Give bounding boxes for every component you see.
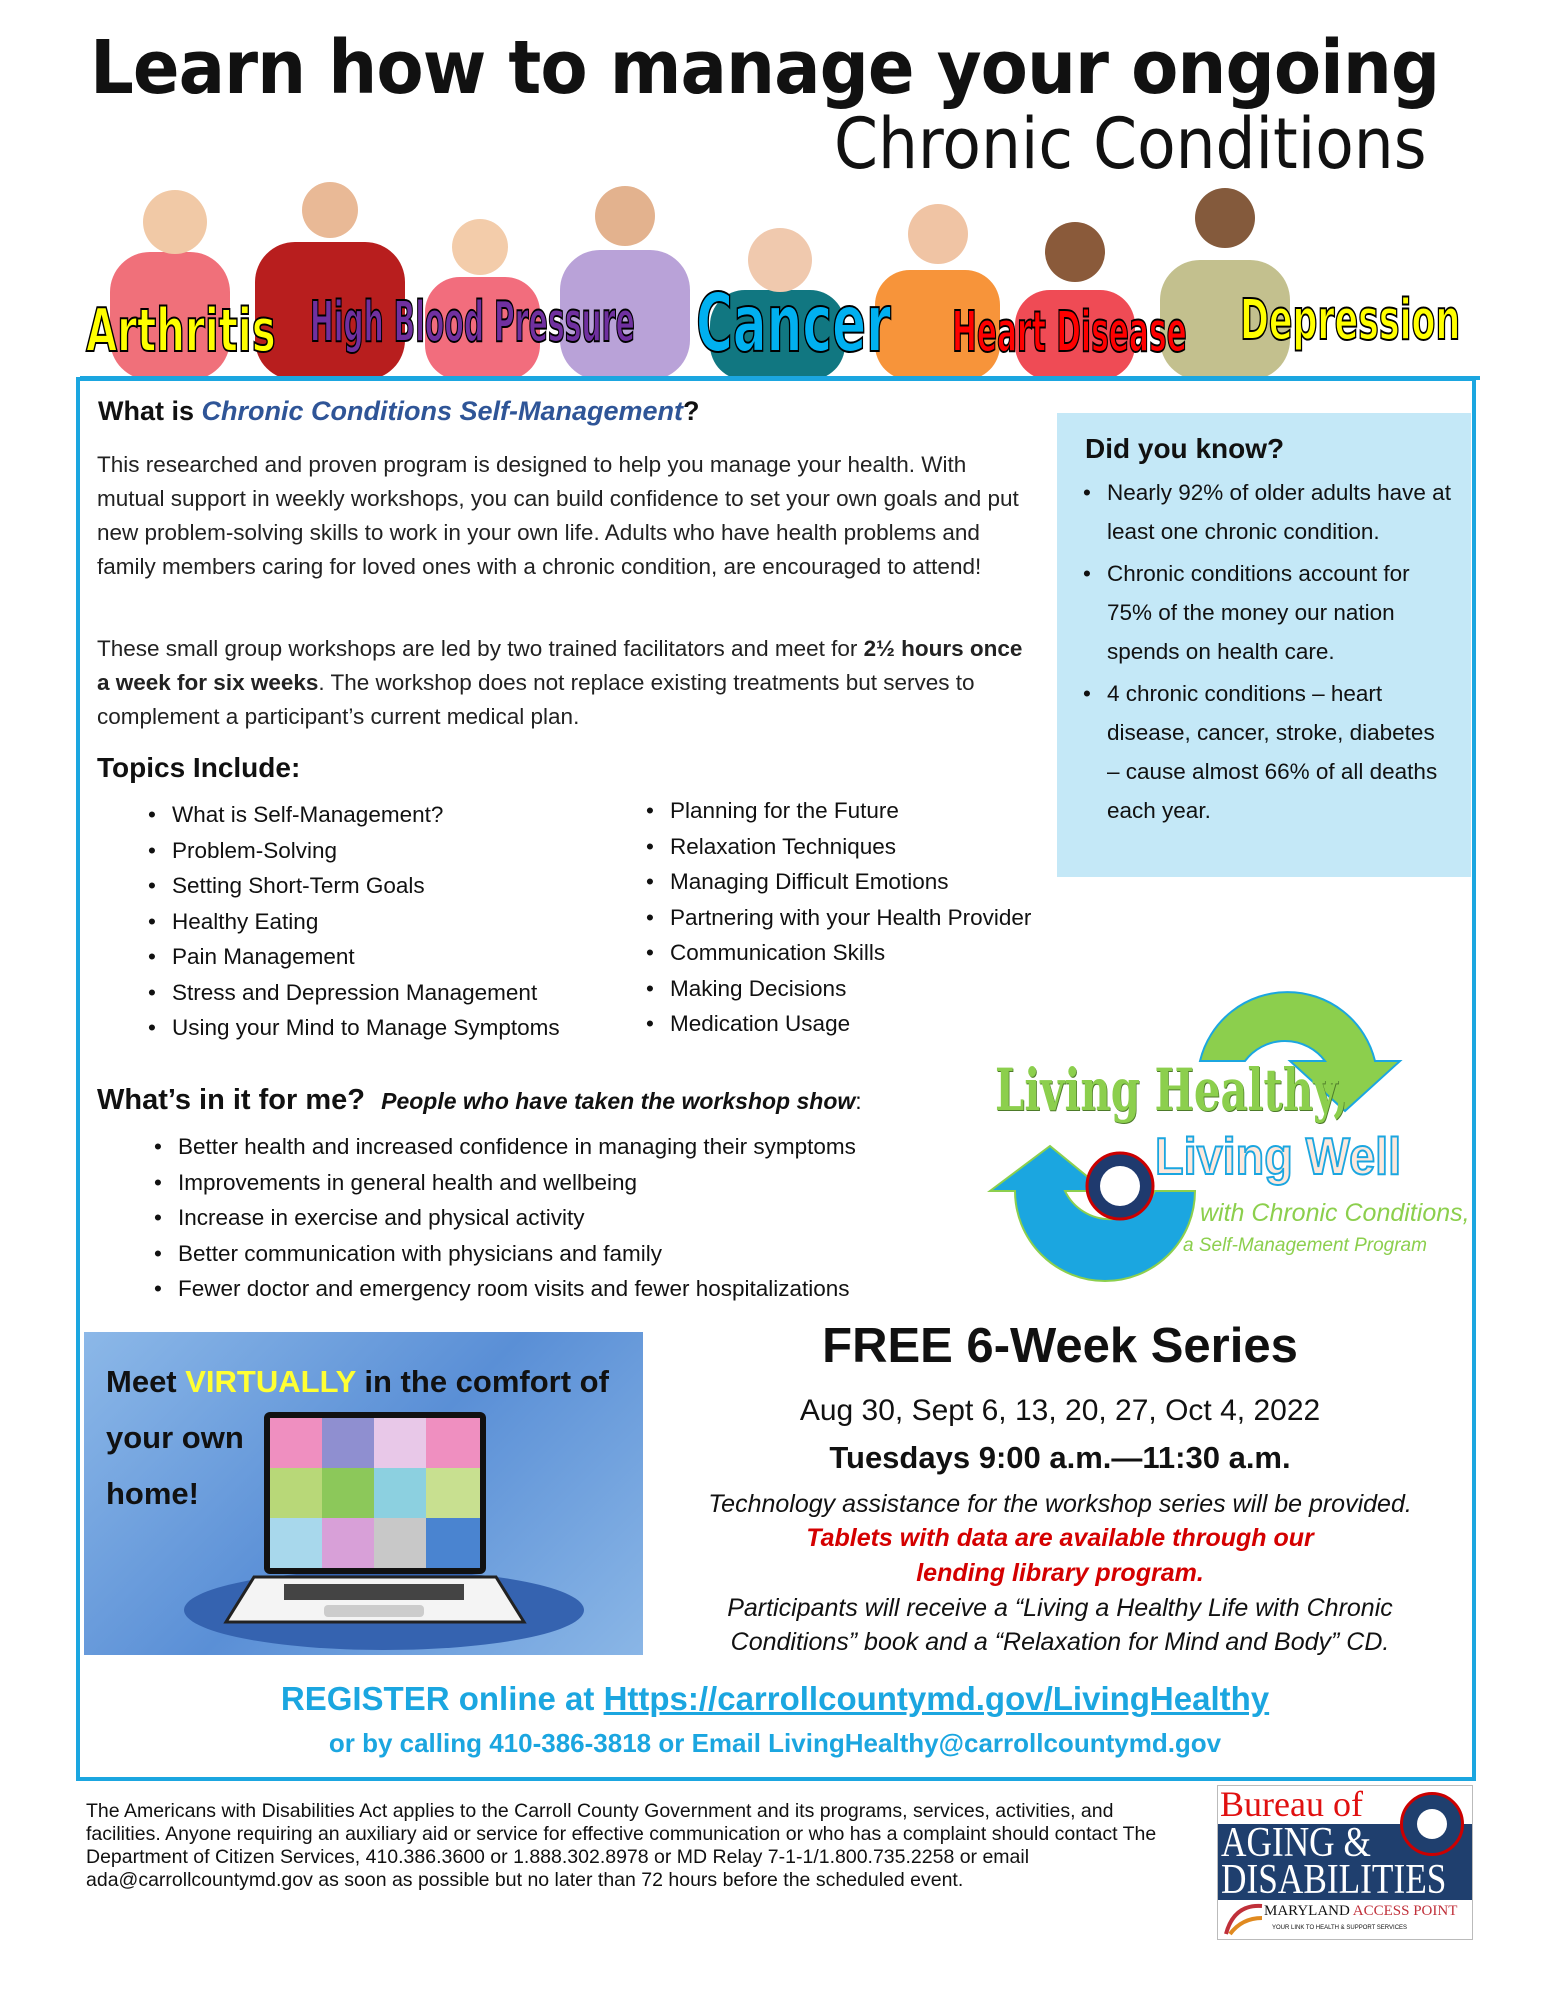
benefit-item: • Improvements in general health and wellbeing	[154, 1165, 856, 1201]
bureau-logo	[1217, 1785, 1473, 1940]
benefits-heading: What’s in it for me? People who have taken the workshop show:	[97, 1084, 862, 1116]
book-note: Participants will receive a “Living a Healthy Life with Chronic	[727, 1594, 1393, 1622]
fact-item: • Chronic conditions account for 75% of the money our nation spends on health care.	[1083, 554, 1451, 671]
book-note-2: Conditions” book and a “Relaxation for Mind and Body” CD.	[730, 1628, 1390, 1656]
living-healthy-logo	[955, 961, 1470, 1295]
tech-note: Technology assistance for the workshop series will be provided.	[708, 1490, 1412, 1518]
register-link[interactable]: Https://carrollcountymd.gov/LivingHealthy	[603, 1680, 1270, 1717]
intro-paragraph-2: These small group workshops are led by two trained facilitators and meet for 2½ hours once a week for six weeks. The workshop does not replace existing treatments but serves to complement a participant’s current medical plan.	[97, 636, 1023, 729]
bureau-l1: Bureau of	[1220, 1785, 1363, 1824]
topic-item: • Relaxation Techniques	[646, 829, 1031, 865]
topic-item: • Partnering with your Health Provider	[646, 900, 1031, 936]
logo-line2: Living Well	[1155, 1128, 1402, 1186]
logo-line4: a Self-Management Program	[1183, 1235, 1427, 1256]
tablets-note: Tablets with data are available through our	[806, 1524, 1314, 1552]
topic-item: • Pain Management	[148, 939, 560, 975]
virtual-meeting-image	[84, 1332, 643, 1655]
topic-item: • Setting Short-Term Goals	[148, 868, 560, 904]
headline-subtitle: Chronic Conditions	[834, 103, 1427, 185]
virtual-caption: Meet VIRTUALLY in the comfort of your own home!	[106, 1364, 609, 1511]
bureau-l2: AGING & DISABILITIES	[1221, 1820, 1447, 1903]
did-you-know-panel	[1057, 413, 1471, 877]
condition-heart-disease: Heart Disease	[952, 300, 1187, 365]
ada-notice: The Americans with Disabilities Act applies to the Carroll County Government and its programs, services, activities, and facilities. Anyone requiring an auxiliary aid or service for effective communication or who has a complaint should contact The Department of Citizen Services, 410.386.3600 or 1.888.302.8978 or MD Relay 7-1-1/1.800.735.2258 or email ada@carrollcountymd.gov as soon as possible but no later than 72 hours before the scheduled event.	[86, 1800, 1157, 1891]
topic-item: • Problem-Solving	[148, 833, 560, 869]
contact-line: or by calling 410-386-3818 or Email LivingHealthy@carrollcountymd.gov	[328, 1728, 1222, 1758]
condition-arthritis: Arthritis	[86, 296, 276, 366]
series-time: Tuesdays 9:00 a.m.—11:30 a.m.	[829, 1440, 1291, 1475]
topic-item: • Healthy Eating	[148, 904, 560, 940]
topic-item: • Medication Usage	[646, 1006, 1031, 1042]
topics-list-left	[148, 797, 560, 1046]
fact-item: • Nearly 92% of older adults have at least one chronic condition.	[1083, 473, 1451, 551]
topic-item: • Stress and Depression Management	[148, 975, 560, 1011]
bureau-l5: YOUR LINK TO HEALTH & SUPPORT SERVICES	[1272, 1925, 1408, 1931]
did-you-know-title: Did you know?	[1085, 433, 1285, 464]
county-seal-icon	[1400, 1792, 1464, 1856]
headline: Learn how to manage your ongoing	[90, 25, 1440, 111]
benefits-list	[154, 1129, 856, 1307]
benefit-item: • Better health and increased confidence in managing their symptoms	[154, 1129, 856, 1165]
intro-heading: What is Chronic Conditions Self-Management?	[98, 396, 700, 426]
register-line: REGISTER online at Https://carrollcountymd.gov/LivingHealthy	[280, 1680, 1270, 1717]
condition-cancer: Cancer	[696, 277, 891, 370]
series-dates: Aug 30, Sept 6, 13, 20, 27, Oct 4, 2022	[799, 1394, 1321, 1427]
topic-item: • Using your Mind to Manage Symptoms	[148, 1010, 560, 1046]
bureau-l4: MARYLAND ACCESS POINT	[1264, 1903, 1458, 1919]
logo-line1: Living Healthy,	[995, 1056, 1348, 1124]
topic-item: • Planning for the Future	[646, 793, 1031, 829]
benefit-item: • Fewer doctor and emergency room visits and fewer hospitalizations	[154, 1271, 856, 1307]
benefit-item: • Better communication with physicians and family	[154, 1236, 856, 1272]
laptop-icon	[84, 1332, 643, 1655]
topic-item: • Making Decisions	[646, 971, 1031, 1007]
tablets-note-2: lending library program.	[916, 1559, 1204, 1587]
intro-paragraph: This researched and proven program is designed to help you manage your health. With mutual support in weekly workshops, you can build confidence to set your own goals and put new problem-solving skills to work in your own life. Adults who have health problems and family members caring for loved ones with a chronic condition, are encouraged to attend!	[97, 452, 1019, 579]
logo-line3: with Chronic Conditions,	[1200, 1199, 1470, 1227]
topics-heading: Topics Include:	[97, 752, 301, 783]
condition-depression: Depression	[1240, 288, 1461, 353]
topic-item: • Managing Difficult Emotions	[646, 864, 1031, 900]
topic-item: • Communication Skills	[646, 935, 1031, 971]
condition-high-blood-pressure: High Blood Pressure	[310, 290, 635, 355]
benefit-item: • Increase in exercise and physical activity	[154, 1200, 856, 1236]
series-title: FREE 6-Week Series	[822, 1319, 1298, 1373]
topic-item: • What is Self-Management?	[148, 797, 560, 833]
fact-item: • 4 chronic conditions – heart disease, cancer, stroke, diabetes – cause almost 66% of all deaths each year.	[1083, 674, 1451, 830]
access-point-arc-icon	[1224, 1900, 1264, 1936]
